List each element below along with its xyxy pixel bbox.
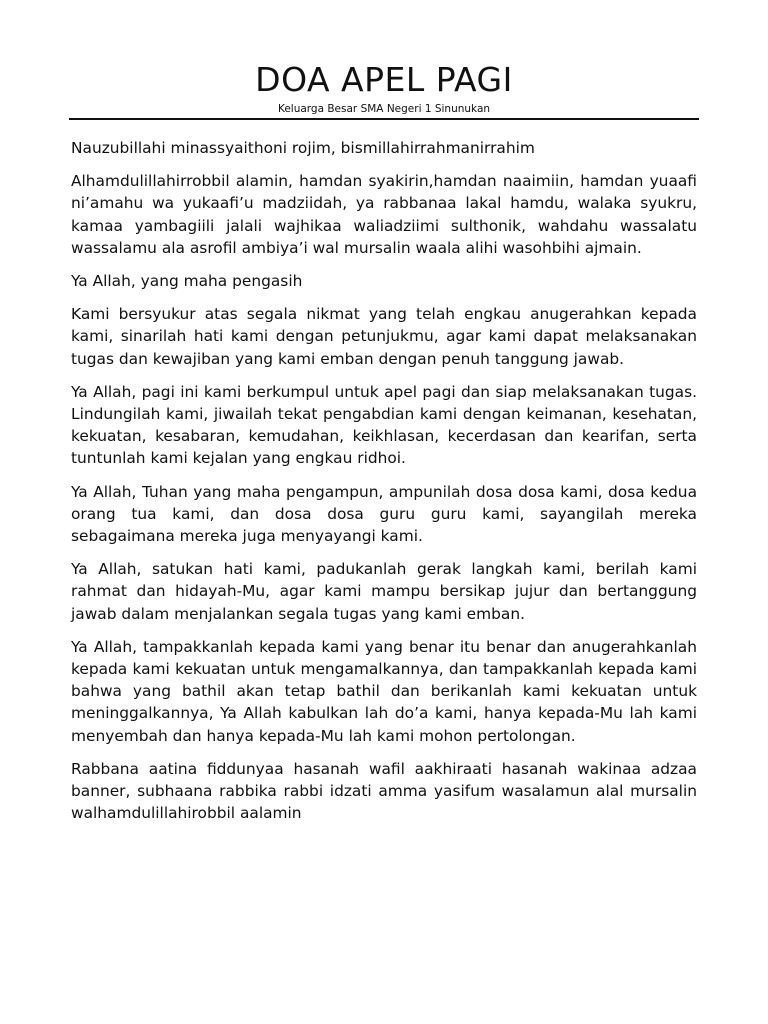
paragraph-closing: Rabbana aatina fiddunyaa hasanah wafil aakhiraati hasanah wakinaa adzaa banner, subhaana rabbika rabbi idzati amma yasifum wasalamun alal mursalin walhamdulillahirobbil aalamin (71, 759, 697, 823)
title-divider (69, 118, 699, 120)
document-subtitle: Keluarga Besar SMA Negeri 1 Sinunukan (277, 103, 491, 115)
document-title: DOA APEL PAGI (255, 60, 513, 99)
paragraph-praise: Alhamdulillahirrobbil alamin, hamdan syakirin,hamdan naaimiin, hamdan yuaafi ni’amahu wa yukaafi’u madziidah, ya rabbanaa lakal hamdu, walaka syukru, kamaa yambagiili jalali wajhikaa waliadziimi sulthonik, wahdahu wassalatu wassalamu ala asrofil ambiya’i wal mursalin waala alihi wasohbihi ajmain. (71, 172, 697, 257)
paragraph-gratitude: Kami bersyukur atas segala nikmat yang telah engkau anugerahkan kepada kami, sinarilah hati kami dengan petunjukmu, agar kami dapat melaksanakan tugas dan kewajiban yang kami emban dengan penuh tanggung jawab. (71, 305, 697, 368)
paragraph-opening: Nauzubillahi minassyaithoni rojim, bismillahirrahmanirrahim (71, 139, 535, 157)
paragraph-assembly: Ya Allah, pagi ini kami berkumpul untuk apel pagi dan siap melaksanakan tugas. Lindungilah kami, jiwailah tekat pengabdian kami dengan keimanan, kesehatan, kekuatan, kesabaran, kemudahan, keikhlasan, kecerdasan dan kearifan, serta tuntunlah kami kejalan yang engkau ridhoi. (71, 382, 697, 468)
prayer-body (71, 137, 697, 835)
paragraph-invocation: Ya Allah, yang maha pengasih (71, 272, 303, 291)
paragraph-forgiveness: Ya Allah, Tuhan yang maha pengampun, ampunilah dosa dosa kami, dosa kedua orang tua kami, dan dosa dosa guru guru kami, sayangilah mereka sebagaimana mereka juga menyayangi kami. (71, 482, 697, 546)
paragraph-unity: Ya Allah, satukan hati kami, padukanlah gerak langkah kami, berilah kami rahmat dan hidayah-Mu, agar kami mampu bersikap jujur dan bertanggung jawab dalam menjalankan segala tugas yang kami emban. (71, 560, 697, 623)
paragraph-truth: Ya Allah, tampakkanlah kepada kami yang benar itu benar dan anugerahkanlah kepada kami kekuatan untuk mengamalkannya, dan tampakkanlah kepada kami bahwa yang bathil akan tetap bathil dan berikanlah kami kekuatan untuk meninggalkannya, Ya Allah kabulkan lah do’a kami, hanya kepada-Mu lah kami menyembah dan hanya kepada-Mu lah kami mohon pertolongan. (71, 637, 697, 745)
